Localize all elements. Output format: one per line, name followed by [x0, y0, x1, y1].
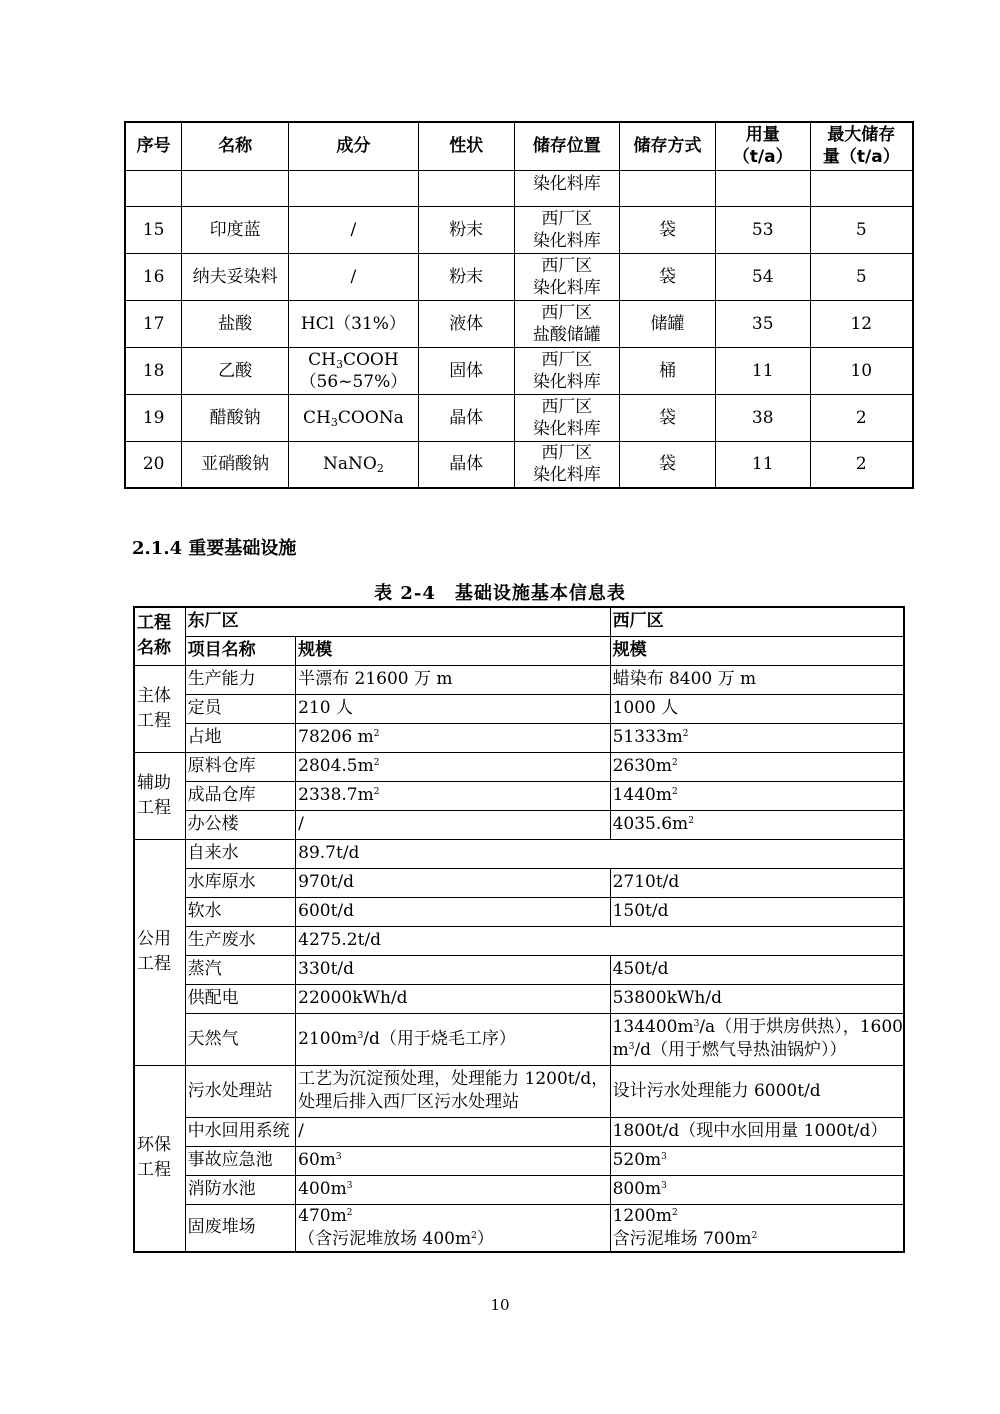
- cell-west: $4035.6m^2$: [610, 810, 904, 839]
- cell-location: 西厂区 染化料库: [514, 347, 620, 394]
- infrastructure-table: [133, 606, 905, 1253]
- cell-no: 15: [125, 206, 182, 253]
- cell-location: 西厂区 染化料库: [514, 253, 620, 300]
- cell-east: 78206 $m^2$: [296, 723, 610, 752]
- cell-east: 22000kWh/d: [296, 984, 610, 1013]
- cell-composition: HCl（31%）: [288, 300, 418, 347]
- cell-item: 供配电: [185, 984, 296, 1013]
- cell-location: 西厂区 染化料库: [514, 394, 620, 441]
- col-header-item: 项目名称: [185, 636, 296, 665]
- cell-item: 自来水: [185, 839, 296, 868]
- cell-west: $520m^3$: [610, 1146, 904, 1175]
- col-header-east-plant: 东厂区: [185, 607, 610, 636]
- col-header-location: 储存位置: [514, 122, 620, 170]
- cell-east: /: [296, 810, 610, 839]
- table-row: [134, 781, 904, 810]
- cell-max-storage: 12: [810, 300, 913, 347]
- cell-item: 中水回用系统: [185, 1117, 296, 1146]
- cell-method: 袋: [620, 394, 716, 441]
- table-row: [134, 1204, 904, 1252]
- table-row: [134, 984, 904, 1013]
- col-header-no: 序号: [125, 122, 182, 170]
- cell-item: 定员: [185, 694, 296, 723]
- table-row: [134, 868, 904, 897]
- cell-name: 乙酸: [182, 347, 289, 394]
- cell-method: 桶: [620, 347, 716, 394]
- cell-east: 970t/d: [296, 868, 610, 897]
- cell-max-storage: 2: [810, 441, 913, 488]
- cell-item: 污水处理站: [185, 1065, 296, 1117]
- cell-composition: /: [288, 253, 418, 300]
- cell-item: 占地: [185, 723, 296, 752]
- cell-no: 17: [125, 300, 182, 347]
- table-row: [134, 1013, 904, 1065]
- cell-west: 蜡染布 8400 万 m: [610, 665, 904, 694]
- cell-east: $2804.5m^2$: [296, 752, 610, 781]
- cell-east: 工艺为沉淀预处理，处理能力 1200t/d， 处理后排入西厂区污水处理站: [296, 1065, 610, 1117]
- cell-east: /: [296, 1117, 610, 1146]
- table-row: [134, 723, 904, 752]
- cell-max-storage: 10: [810, 347, 913, 394]
- cell-usage: 53: [715, 206, 810, 253]
- cell-usage: 11: [715, 441, 810, 488]
- cell-composition: NaNO$_2$: [288, 441, 418, 488]
- cell-name: 印度蓝: [182, 206, 289, 253]
- col-header-engineering: 工程 名称: [134, 607, 185, 665]
- cell-west: 150t/d: [610, 897, 904, 926]
- cell-state: 晶体: [418, 394, 514, 441]
- cell-east: 210 人: [296, 694, 610, 723]
- cell-east: $2338.7m^2$: [296, 781, 610, 810]
- cell-state: 粉末: [418, 206, 514, 253]
- cell-name: 盐酸: [182, 300, 289, 347]
- chemical-storage-table: [124, 121, 914, 489]
- cell-west: 设计污水处理能力 6000t/d: [610, 1065, 904, 1117]
- cell-no: 16: [125, 253, 182, 300]
- cell-name: 醋酸钠: [182, 394, 289, 441]
- table-row: [125, 300, 913, 347]
- cell-east: $60m^3$: [296, 1146, 610, 1175]
- cell-item: 消防水池: [185, 1175, 296, 1204]
- cell-east: $470m^2$ （含污泥堆放场 $400m^2$）: [296, 1204, 610, 1252]
- cell-east: $400m^3$: [296, 1175, 610, 1204]
- table-row: [134, 665, 904, 694]
- cell-state: 液体: [418, 300, 514, 347]
- cell-west: $1440m^2$: [610, 781, 904, 810]
- cell-west: $2630m^2$: [610, 752, 904, 781]
- table-row: [134, 752, 904, 781]
- cell-method: 袋: [620, 206, 716, 253]
- cell-both: 89.7t/d: [296, 839, 904, 868]
- cell-east: $2100m^3/d$（用于烧毛工序）: [296, 1013, 610, 1065]
- col-header-method: 储存方式: [620, 122, 716, 170]
- cell-max-storage: 5: [810, 253, 913, 300]
- cell-east: 330t/d: [296, 955, 610, 984]
- table-row: [134, 1175, 904, 1204]
- group-public: 公用 工程: [134, 839, 185, 1065]
- cell-item: 成品仓库: [185, 781, 296, 810]
- table-row-continuation: [125, 170, 913, 206]
- cell-method: 储罐: [620, 300, 716, 347]
- table-row: [125, 394, 913, 441]
- cell-method: 袋: [620, 253, 716, 300]
- table-header-row: [125, 122, 913, 170]
- col-header-composition: 成分: [288, 122, 418, 170]
- table-row: [125, 253, 913, 300]
- table-row: [134, 694, 904, 723]
- table-row: [134, 897, 904, 926]
- section-heading: 2.1.4 重要基础设施: [132, 538, 297, 559]
- table-row: [125, 441, 913, 488]
- col-header-max-storage: 最大储存 量（t/a）: [810, 122, 913, 170]
- cell-west: 2710t/d: [610, 868, 904, 897]
- cell-both: 4275.2t/d: [296, 926, 904, 955]
- cell-max-storage: 5: [810, 206, 913, 253]
- cell-state: 晶体: [418, 441, 514, 488]
- table-row: [134, 810, 904, 839]
- col-header-west-plant: 西厂区: [610, 607, 904, 636]
- cell-location: 西厂区 染化料库: [514, 441, 620, 488]
- cell-west: 450t/d: [610, 955, 904, 984]
- page-number: 10: [490, 1296, 510, 1314]
- table-row: [134, 1146, 904, 1175]
- cell-no: 20: [125, 441, 182, 488]
- cell-east: 半漂布 21600 万 m: [296, 665, 610, 694]
- col-header-state: 性状: [418, 122, 514, 170]
- cell-west: 53800kWh/d: [610, 984, 904, 1013]
- group-aux: 辅助 工程: [134, 752, 185, 839]
- cell-state: 固体: [418, 347, 514, 394]
- cell-name: 纳夫妥染料: [182, 253, 289, 300]
- cell-item: 办公楼: [185, 810, 296, 839]
- table-row: [134, 955, 904, 984]
- cell-no: 18: [125, 347, 182, 394]
- cell-item: 生产能力: [185, 665, 296, 694]
- cell-west: 1000 人: [610, 694, 904, 723]
- cell-location: 西厂区 染化料库: [514, 206, 620, 253]
- cell-composition: /: [288, 206, 418, 253]
- cell-west: $134400m^3/a$（用于烘房供热），1600 $m^3/d$（用于燃气导热油锅炉））: [610, 1013, 904, 1065]
- table-row: [134, 1117, 904, 1146]
- cell-item: 事故应急池: [185, 1146, 296, 1175]
- table-row: [134, 1065, 904, 1117]
- col-header-scale-east: 规模: [296, 636, 610, 665]
- group-env: 环保 工程: [134, 1065, 185, 1252]
- cell-west: 1800t/d（现中水回用量 1000t/d）: [610, 1117, 904, 1146]
- col-header-usage: 用量 （t/a）: [715, 122, 810, 170]
- cell-item: 蒸汽: [185, 955, 296, 984]
- cell-method: 袋: [620, 441, 716, 488]
- cell-item: 原料仓库: [185, 752, 296, 781]
- group-main: 主体 工程: [134, 665, 185, 752]
- cell-item: 天然气: [185, 1013, 296, 1065]
- cell-item: 生产废水: [185, 926, 296, 955]
- cell-west: $800m^3$: [610, 1175, 904, 1204]
- cell-east: 600t/d: [296, 897, 610, 926]
- cell-location: 染化料库: [514, 170, 620, 206]
- cell-item: 软水: [185, 897, 296, 926]
- cell-state: 粉末: [418, 253, 514, 300]
- cell-item: 水库原水: [185, 868, 296, 897]
- col-header-scale-west: 规模: [610, 636, 904, 665]
- cell-west: $1200m^2$ 含污泥堆场 $700m^2$: [610, 1204, 904, 1252]
- cell-item: 固废堆场: [185, 1204, 296, 1252]
- table-row: [125, 347, 913, 394]
- cell-composition: $CH_3COOH$ （56~57%）: [288, 347, 418, 394]
- cell-usage: 54: [715, 253, 810, 300]
- cell-no: 19: [125, 394, 182, 441]
- col-header-name: 名称: [182, 122, 289, 170]
- cell-name: 亚硝酸钠: [182, 441, 289, 488]
- table-row: [125, 206, 913, 253]
- table-caption: 表 2-4 基础设施基本信息表: [374, 583, 626, 604]
- cell-usage: 35: [715, 300, 810, 347]
- cell-location: 西厂区 盐酸储罐: [514, 300, 620, 347]
- table-row: [134, 926, 904, 955]
- cell-max-storage: 2: [810, 394, 913, 441]
- table-row: [134, 839, 904, 868]
- cell-composition: $CH_3COONa$: [288, 394, 418, 441]
- cell-usage: 38: [715, 394, 810, 441]
- cell-usage: 11: [715, 347, 810, 394]
- cell-west: $51333m^2$: [610, 723, 904, 752]
